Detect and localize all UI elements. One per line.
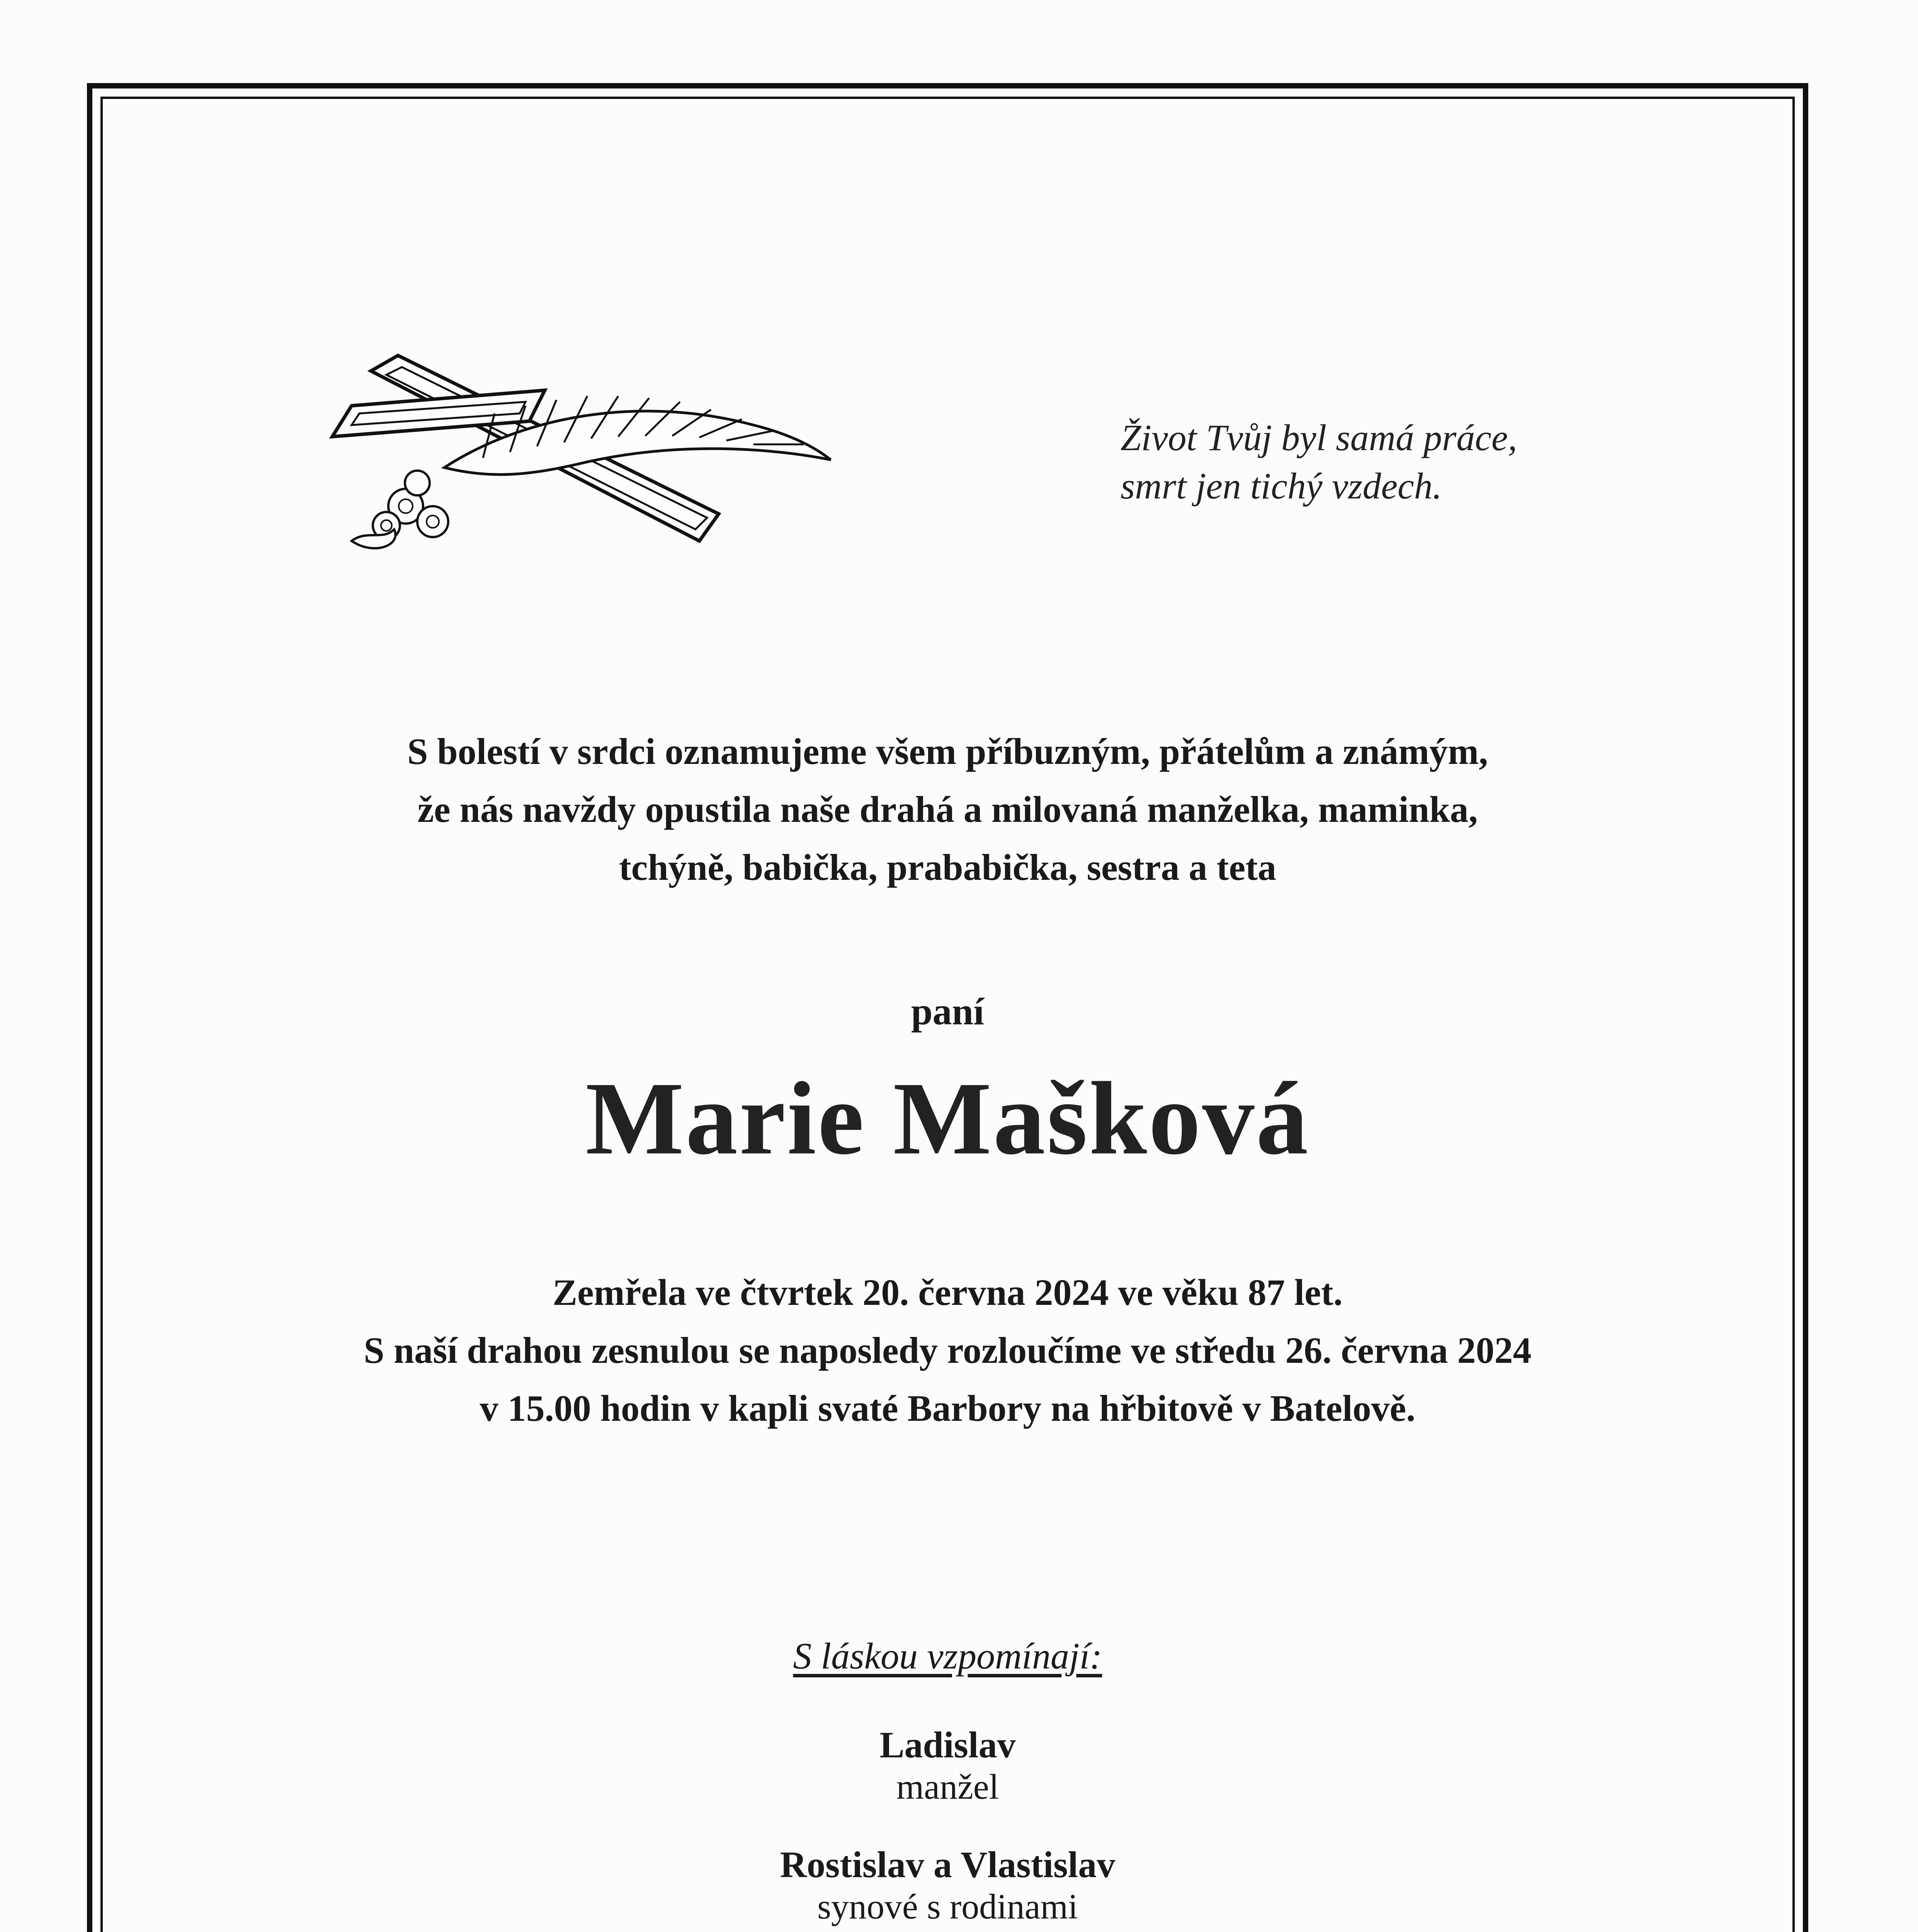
mourner-name: Ladislav xyxy=(879,1724,1016,1765)
cross-palm-icon xyxy=(328,348,842,564)
funeral-line: Zemřela ve čtvrtek 20. června 2024 ve věku 87 let. xyxy=(553,1272,1343,1313)
announcement-line: že nás navždy opustila naše drahá a milovaná manželka, maminka, xyxy=(417,789,1478,830)
mourners-title: S láskou vzpomínají: xyxy=(793,1635,1102,1677)
mourner-entry xyxy=(100,1843,1795,1927)
deceased-name: Marie Mašková xyxy=(585,1061,1310,1176)
motto-line: smrt jen tichý vzdech. xyxy=(1121,465,1442,507)
motto xyxy=(1121,413,1623,510)
announcement-line: tchýně, babička, prababička, sestra a teta xyxy=(619,847,1277,888)
announcement-line: S bolestí v srdci oznamujeme všem příbuzným, přátelům a známým, xyxy=(407,731,1488,772)
funeral-details xyxy=(100,1264,1795,1437)
mourner-role: synové s rodinami xyxy=(817,1887,1078,1926)
mourner-name: Rostislav a Vlastislav xyxy=(780,1844,1115,1885)
motto-line: Život Tvůj byl samá práce, xyxy=(1121,417,1517,458)
funeral-line: v 15.00 hodin v kapli svaté Barbory na hřbitově v Batelově. xyxy=(480,1388,1416,1429)
mourner-entry xyxy=(100,1723,1795,1807)
announcement xyxy=(100,723,1795,896)
honorific: paní xyxy=(911,990,984,1033)
funeral-line: S naší drahou zesnulou se naposledy rozloučíme ve středu 26. června 2024 xyxy=(364,1330,1532,1371)
mourner-role: manžel xyxy=(896,1767,999,1806)
